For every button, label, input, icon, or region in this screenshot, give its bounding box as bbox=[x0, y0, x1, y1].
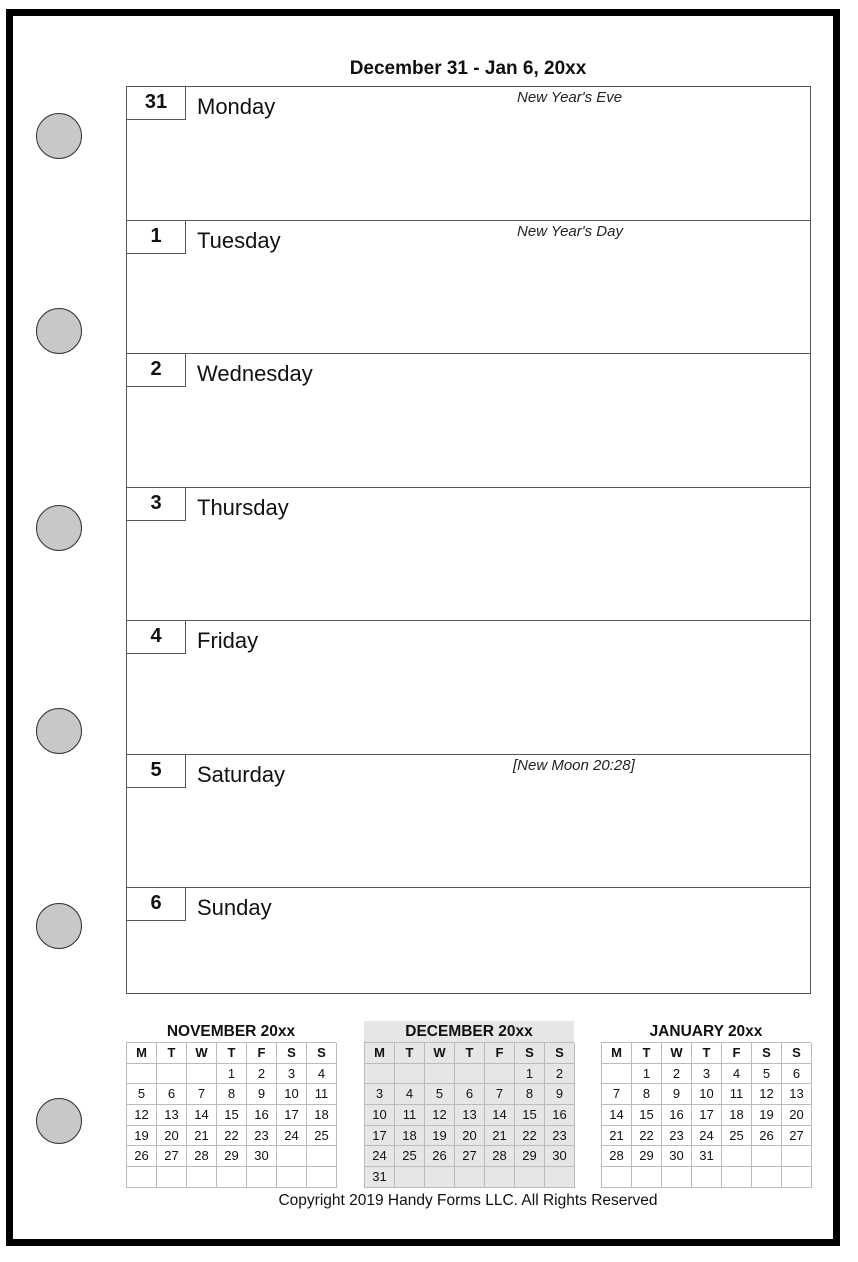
mini-calendar-title: JANUARY 20xx bbox=[649, 1023, 763, 1040]
calendar-day-cell bbox=[752, 1146, 782, 1167]
calendar-day-cell: 26 bbox=[752, 1126, 782, 1147]
punch-hole bbox=[36, 113, 82, 159]
calendar-day-cell: 24 bbox=[692, 1126, 722, 1147]
date-number: 1 bbox=[126, 220, 186, 254]
calendar-day-cell bbox=[602, 1167, 632, 1188]
calendar-day-cell bbox=[722, 1167, 752, 1188]
calendar-day-cell: 28 bbox=[485, 1146, 515, 1167]
calendar-day-cell bbox=[722, 1146, 752, 1167]
calendar-day-cell: 6 bbox=[157, 1084, 187, 1105]
calendar-day-cell: 27 bbox=[455, 1146, 485, 1167]
calendar-day-cell: 10 bbox=[277, 1084, 307, 1105]
calendar-day-cell: 15 bbox=[515, 1105, 545, 1126]
calendar-day-cell: 19 bbox=[425, 1126, 455, 1147]
calendar-day-cell: 17 bbox=[692, 1105, 722, 1126]
mini-calendar-title: NOVEMBER 20xx bbox=[166, 1023, 296, 1040]
calendar-day-cell: 10 bbox=[365, 1105, 395, 1126]
calendar-day-cell: 13 bbox=[455, 1105, 485, 1126]
day-name: Saturday bbox=[197, 762, 286, 787]
week-title: December 31 - Jan 6, 20xx bbox=[349, 58, 587, 79]
calendar-day-cell: 20 bbox=[455, 1126, 485, 1147]
calendar-day-cell: 22 bbox=[515, 1126, 545, 1147]
calendar-day-cell: 7 bbox=[602, 1084, 632, 1105]
calendar-day-cell: 1 bbox=[217, 1064, 247, 1085]
calendar-day-cell: 8 bbox=[515, 1084, 545, 1105]
punch-hole bbox=[36, 505, 82, 551]
weekday-header: T bbox=[692, 1043, 722, 1064]
copyright-notice: Copyright 2019 Handy Forms LLC. All Rights Reserved bbox=[278, 1192, 658, 1209]
weekday-header: S bbox=[307, 1043, 337, 1064]
calendar-day-cell bbox=[485, 1064, 515, 1085]
mini-calendar-november bbox=[126, 1021, 336, 1188]
calendar-day-cell: 29 bbox=[632, 1146, 662, 1167]
calendar-day-cell bbox=[127, 1167, 157, 1188]
mini-calendar-title: DECEMBER 20xx bbox=[364, 1021, 574, 1042]
day-name: Friday bbox=[197, 628, 259, 653]
calendar-day-cell: 22 bbox=[632, 1126, 662, 1147]
calendar-day-cell: 7 bbox=[187, 1084, 217, 1105]
day-name: Monday bbox=[197, 94, 276, 119]
day-section-monday[interactable] bbox=[127, 87, 810, 221]
calendar-day-cell bbox=[395, 1064, 425, 1085]
mini-calendar-grid bbox=[126, 1042, 336, 1188]
calendar-day-cell bbox=[782, 1146, 812, 1167]
calendar-day-cell: 17 bbox=[365, 1126, 395, 1147]
calendar-day-cell: 3 bbox=[692, 1064, 722, 1085]
calendar-day-cell: 21 bbox=[485, 1126, 515, 1147]
calendar-day-cell: 17 bbox=[277, 1105, 307, 1126]
calendar-day-cell: 14 bbox=[187, 1105, 217, 1126]
calendar-day-cell: 21 bbox=[187, 1126, 217, 1147]
calendar-day-cell: 7 bbox=[485, 1084, 515, 1105]
calendar-day-cell: 31 bbox=[365, 1167, 395, 1188]
mini-calendar-grid bbox=[364, 1042, 574, 1188]
weekday-header: T bbox=[455, 1043, 485, 1064]
day-section-tuesday[interactable] bbox=[127, 221, 810, 354]
calendar-day-cell bbox=[692, 1167, 722, 1188]
calendar-day-cell: 1 bbox=[515, 1064, 545, 1085]
day-name: Sunday bbox=[197, 895, 272, 920]
calendar-day-cell bbox=[127, 1064, 157, 1085]
date-number: 2 bbox=[126, 353, 186, 387]
calendar-day-cell bbox=[365, 1064, 395, 1085]
calendar-day-cell bbox=[782, 1167, 812, 1188]
weekday-header: T bbox=[217, 1043, 247, 1064]
weekday-header: M bbox=[127, 1043, 157, 1064]
holiday-note: New Year's Day bbox=[517, 223, 623, 240]
calendar-day-cell: 21 bbox=[602, 1126, 632, 1147]
day-name: Wednesday bbox=[197, 361, 313, 386]
calendar-day-cell: 13 bbox=[157, 1105, 187, 1126]
calendar-day-cell: 2 bbox=[247, 1064, 277, 1085]
calendar-day-cell: 30 bbox=[662, 1146, 692, 1167]
date-number: 4 bbox=[126, 620, 186, 654]
calendar-day-cell: 10 bbox=[692, 1084, 722, 1105]
weekday-header: F bbox=[485, 1043, 515, 1064]
calendar-day-cell: 20 bbox=[157, 1126, 187, 1147]
weekday-header: F bbox=[722, 1043, 752, 1064]
calendar-day-cell bbox=[455, 1064, 485, 1085]
calendar-day-cell: 16 bbox=[247, 1105, 277, 1126]
date-number: 31 bbox=[126, 86, 186, 120]
calendar-day-cell: 25 bbox=[722, 1126, 752, 1147]
calendar-day-cell: 4 bbox=[722, 1064, 752, 1085]
calendar-day-cell: 5 bbox=[425, 1084, 455, 1105]
weekday-header: T bbox=[395, 1043, 425, 1064]
calendar-day-cell: 8 bbox=[217, 1084, 247, 1105]
calendar-day-cell: 9 bbox=[247, 1084, 277, 1105]
calendar-day-cell bbox=[662, 1167, 692, 1188]
weekday-header: M bbox=[602, 1043, 632, 1064]
calendar-day-cell bbox=[425, 1167, 455, 1188]
calendar-day-cell: 26 bbox=[425, 1146, 455, 1167]
calendar-day-cell: 19 bbox=[752, 1105, 782, 1126]
calendar-day-cell bbox=[187, 1064, 217, 1085]
calendar-day-cell bbox=[425, 1064, 455, 1085]
mini-calendar-grid bbox=[601, 1042, 811, 1188]
day-name: Tuesday bbox=[197, 228, 281, 253]
calendar-day-cell bbox=[545, 1167, 575, 1188]
calendar-day-cell: 15 bbox=[217, 1105, 247, 1126]
calendar-day-cell: 26 bbox=[127, 1146, 157, 1167]
calendar-day-cell bbox=[157, 1064, 187, 1085]
day-name: Thursday bbox=[197, 495, 289, 520]
calendar-day-cell: 5 bbox=[127, 1084, 157, 1105]
calendar-day-cell bbox=[485, 1167, 515, 1188]
weekday-header: T bbox=[157, 1043, 187, 1064]
calendar-day-cell: 9 bbox=[545, 1084, 575, 1105]
day-list bbox=[126, 86, 811, 994]
calendar-day-cell bbox=[217, 1167, 247, 1188]
calendar-day-cell: 23 bbox=[662, 1126, 692, 1147]
weekday-header: S bbox=[277, 1043, 307, 1064]
weekday-header: S bbox=[782, 1043, 812, 1064]
calendar-day-cell: 27 bbox=[782, 1126, 812, 1147]
weekday-header: S bbox=[515, 1043, 545, 1064]
mini-calendar-january bbox=[601, 1021, 811, 1188]
day-section-thursday[interactable] bbox=[127, 488, 810, 621]
calendar-day-cell: 12 bbox=[752, 1084, 782, 1105]
calendar-day-cell: 13 bbox=[782, 1084, 812, 1105]
punch-hole bbox=[36, 708, 82, 754]
calendar-day-cell bbox=[247, 1167, 277, 1188]
calendar-day-cell bbox=[455, 1167, 485, 1188]
calendar-day-cell: 14 bbox=[485, 1105, 515, 1126]
calendar-day-cell: 31 bbox=[692, 1146, 722, 1167]
mini-calendar-december bbox=[364, 1021, 574, 1188]
holiday-note: New Year's Eve bbox=[517, 89, 623, 106]
punch-hole bbox=[36, 903, 82, 949]
calendar-day-cell: 20 bbox=[782, 1105, 812, 1126]
day-section-friday[interactable] bbox=[127, 621, 810, 755]
calendar-day-cell: 29 bbox=[217, 1146, 247, 1167]
day-section-saturday[interactable] bbox=[127, 755, 810, 888]
calendar-day-cell: 25 bbox=[307, 1126, 337, 1147]
calendar-day-cell bbox=[277, 1146, 307, 1167]
weekday-header: M bbox=[365, 1043, 395, 1064]
calendar-day-cell bbox=[602, 1064, 632, 1085]
calendar-day-cell: 18 bbox=[722, 1105, 752, 1126]
calendar-day-cell: 11 bbox=[307, 1084, 337, 1105]
weekday-header: S bbox=[545, 1043, 575, 1064]
calendar-day-cell: 3 bbox=[277, 1064, 307, 1085]
weekday-header: S bbox=[752, 1043, 782, 1064]
calendar-day-cell: 18 bbox=[307, 1105, 337, 1126]
calendar-day-cell: 14 bbox=[602, 1105, 632, 1126]
calendar-day-cell bbox=[752, 1167, 782, 1188]
calendar-day-cell: 3 bbox=[365, 1084, 395, 1105]
calendar-day-cell: 5 bbox=[752, 1064, 782, 1085]
weekday-header: W bbox=[425, 1043, 455, 1064]
calendar-day-cell: 23 bbox=[247, 1126, 277, 1147]
calendar-day-cell: 2 bbox=[545, 1064, 575, 1085]
calendar-day-cell: 8 bbox=[632, 1084, 662, 1105]
calendar-day-cell: 18 bbox=[395, 1126, 425, 1147]
weekday-header: F bbox=[247, 1043, 277, 1064]
weekday-header: T bbox=[632, 1043, 662, 1064]
calendar-day-cell: 24 bbox=[365, 1146, 395, 1167]
calendar-day-cell bbox=[632, 1167, 662, 1188]
calendar-day-cell bbox=[157, 1167, 187, 1188]
calendar-day-cell: 29 bbox=[515, 1146, 545, 1167]
calendar-day-cell: 6 bbox=[455, 1084, 485, 1105]
calendar-day-cell: 12 bbox=[425, 1105, 455, 1126]
calendar-day-cell: 23 bbox=[545, 1126, 575, 1147]
date-number: 5 bbox=[126, 754, 186, 788]
weekday-header: W bbox=[187, 1043, 217, 1064]
day-section-sunday[interactable] bbox=[127, 888, 810, 993]
calendar-day-cell: 16 bbox=[662, 1105, 692, 1126]
calendar-day-cell: 11 bbox=[722, 1084, 752, 1105]
punch-hole bbox=[36, 1098, 82, 1144]
day-section-wednesday[interactable] bbox=[127, 354, 810, 488]
calendar-day-cell: 28 bbox=[602, 1146, 632, 1167]
calendar-day-cell: 19 bbox=[127, 1126, 157, 1147]
calendar-day-cell bbox=[307, 1146, 337, 1167]
weekday-header: W bbox=[662, 1043, 692, 1064]
date-number: 6 bbox=[126, 887, 186, 921]
calendar-day-cell bbox=[515, 1167, 545, 1188]
calendar-day-cell bbox=[395, 1167, 425, 1188]
calendar-day-cell: 15 bbox=[632, 1105, 662, 1126]
calendar-day-cell: 11 bbox=[395, 1105, 425, 1126]
calendar-day-cell: 12 bbox=[127, 1105, 157, 1126]
calendar-day-cell: 4 bbox=[395, 1084, 425, 1105]
calendar-day-cell: 27 bbox=[157, 1146, 187, 1167]
date-number: 3 bbox=[126, 487, 186, 521]
calendar-day-cell: 28 bbox=[187, 1146, 217, 1167]
calendar-day-cell: 2 bbox=[662, 1064, 692, 1085]
calendar-day-cell bbox=[307, 1167, 337, 1188]
calendar-day-cell: 30 bbox=[247, 1146, 277, 1167]
calendar-day-cell: 16 bbox=[545, 1105, 575, 1126]
calendar-day-cell: 9 bbox=[662, 1084, 692, 1105]
calendar-day-cell: 22 bbox=[217, 1126, 247, 1147]
calendar-day-cell: 24 bbox=[277, 1126, 307, 1147]
calendar-day-cell: 30 bbox=[545, 1146, 575, 1167]
calendar-day-cell: 6 bbox=[782, 1064, 812, 1085]
calendar-day-cell bbox=[187, 1167, 217, 1188]
moon-phase-note: [New Moon 20:28] bbox=[513, 757, 635, 774]
punch-hole bbox=[36, 308, 82, 354]
calendar-day-cell: 4 bbox=[307, 1064, 337, 1085]
calendar-day-cell: 1 bbox=[632, 1064, 662, 1085]
calendar-day-cell: 25 bbox=[395, 1146, 425, 1167]
calendar-day-cell bbox=[277, 1167, 307, 1188]
